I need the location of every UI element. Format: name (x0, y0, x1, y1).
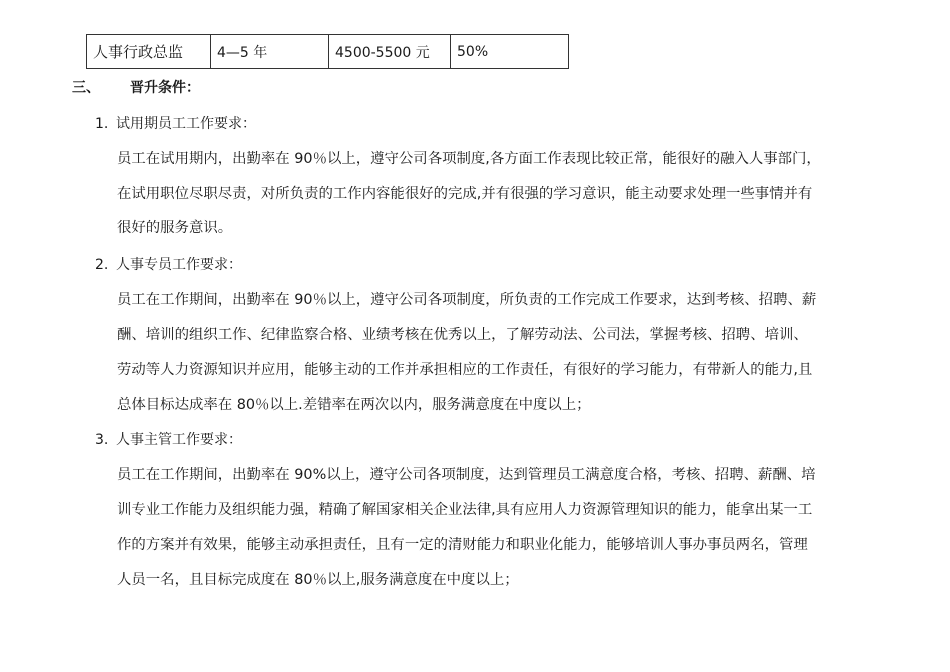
item-title-probation (95, 113, 256, 133)
table-cell-years: 4—5 年 (211, 35, 329, 69)
table-cell-percent: 50% (451, 35, 569, 69)
section-number: 三、 (72, 80, 100, 96)
item-number: 1. (95, 116, 109, 132)
item-title-supervisor (95, 429, 242, 449)
section-title: 晋升条件： (130, 80, 200, 96)
paragraph-line: 很好的服务意识。 (117, 220, 233, 236)
table-cell-salary: 4500-5500 元 (329, 35, 451, 69)
paragraph-line: 训专业工作能力及组织能力强，精确了解国家相关企业法律,具有应用人力资源管理知识的能力，能拿出某一工 (117, 502, 813, 518)
paragraph-line: 员工在试用期内，出勤率在 90％以上，遵守公司各项制度,各方面工作表现比较正常，能很好的融入人事部门， (117, 151, 821, 167)
item-title-text: 人事专员工作要求： (116, 257, 242, 273)
item-title-text: 试用期员工工作要求： (116, 116, 256, 132)
item-title-specialist (95, 254, 242, 274)
paragraph-line: 人员一名，且目标完成度在 80％以上,服务满意度在中度以上； (117, 572, 519, 588)
table-cell-position: 人事行政总监 (87, 35, 211, 69)
item-number: 2. (95, 257, 109, 273)
paragraph-line: 员工在工作期间，出勤率在 90％以上，遵守公司各项制度，所负责的工作完成工作要求，达到考核、招聘、薪 (117, 292, 817, 308)
table-row (87, 35, 569, 69)
paragraph-line: 在试用职位尽职尽责，对所负责的工作内容能很好的完成,并有很强的学习意识，能主动要求处理一些事情并有 (117, 186, 813, 202)
salary-table (86, 34, 569, 69)
paragraph-line: 酬、培训的组织工作、纪律监察合格、业绩考核在优秀以上，了解劳动法、公司法，掌握考核、招聘、培训、 (117, 327, 808, 343)
item-title-text: 人事主管工作要求： (116, 432, 242, 448)
paragraph-line: 总体目标达成率在 80％以上.差错率在两次以内，服务满意度在中度以上； (117, 397, 591, 413)
paragraph-line: 员工在工作期间，出勤率在 90%以上，遵守公司各项制度，达到管理员工满意度合格，考核、招聘、薪酬、培 (117, 467, 816, 483)
paragraph-line: 作的方案并有效果，能够主动承担责任，且有一定的清财能力和职业化能力，能够培训人事办事员两名，管理 (117, 537, 808, 553)
item-number: 3. (95, 432, 109, 448)
section-heading (72, 77, 200, 97)
paragraph-line: 劳动等人力资源知识并应用，能够主动的工作并承担相应的工作责任，有很好的学习能力，有带新人的能力,且 (117, 362, 813, 378)
